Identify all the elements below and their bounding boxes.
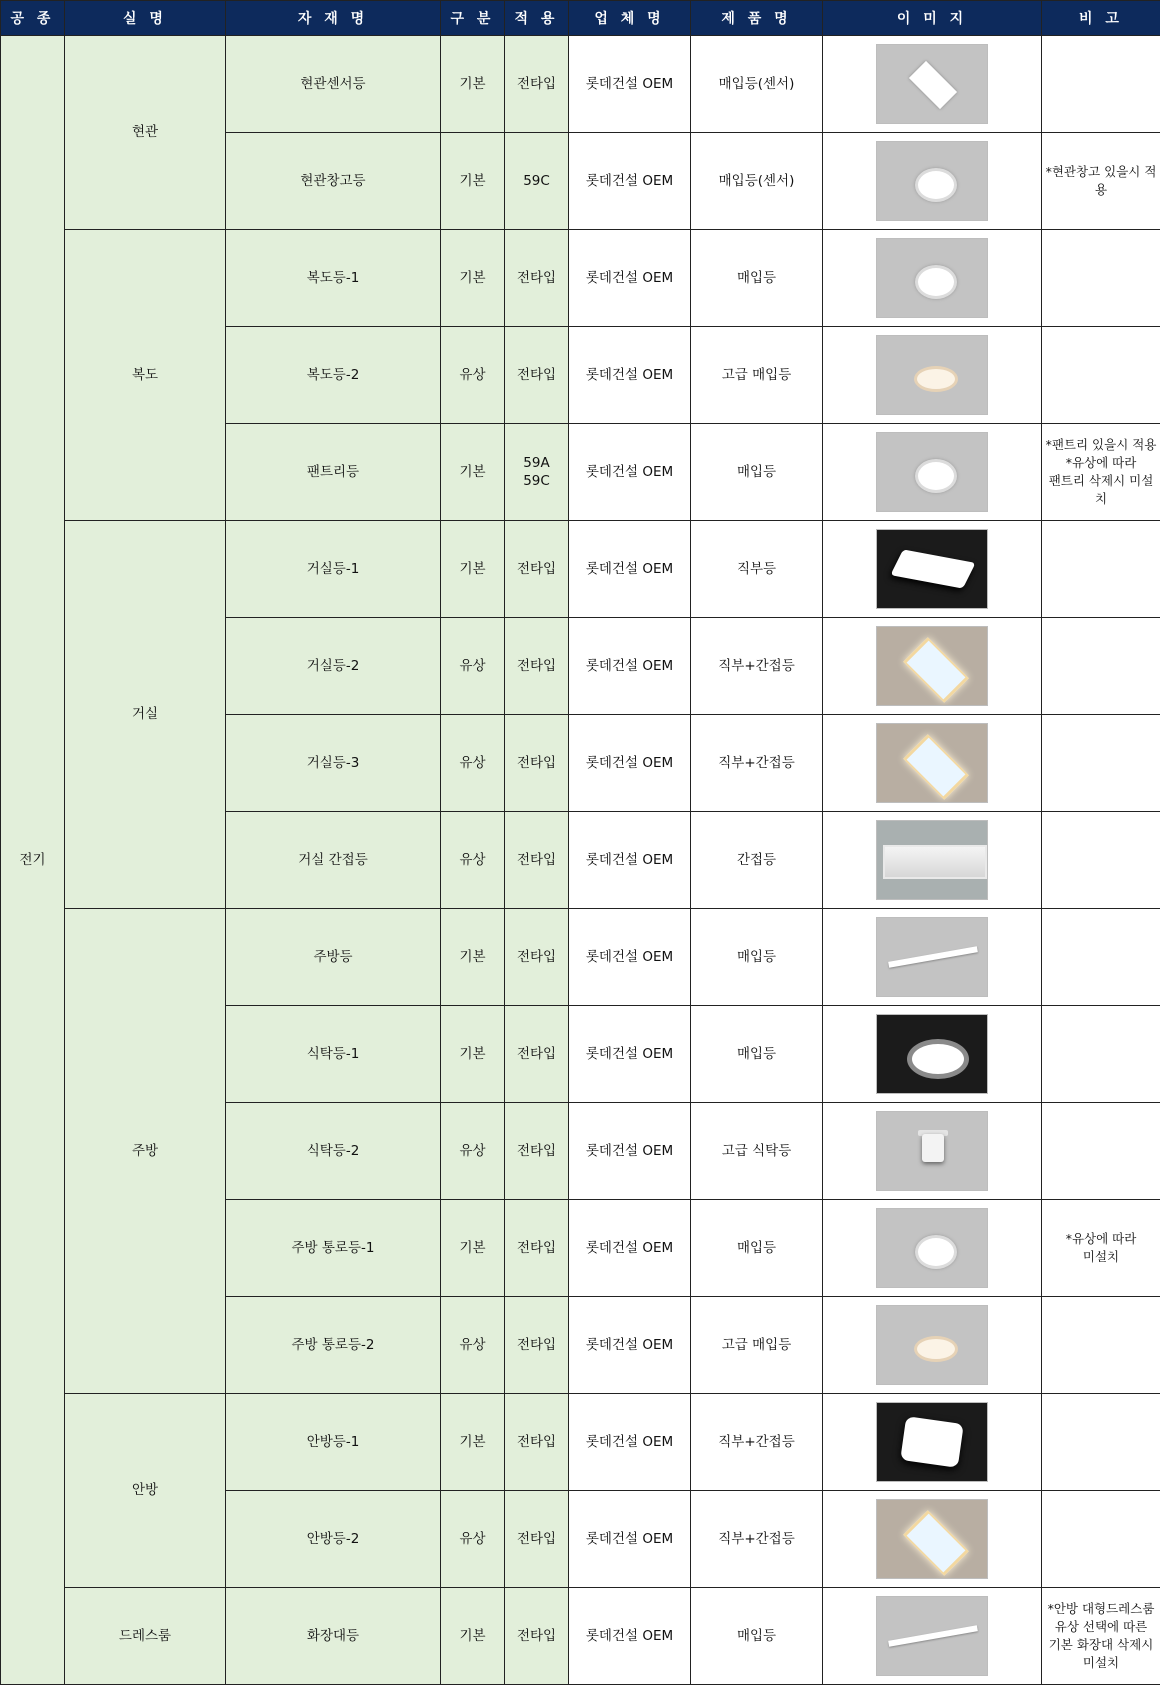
- grade-cell: 유상: [441, 1103, 505, 1200]
- linear-light-image: [876, 1596, 988, 1676]
- note-cell: [1042, 1394, 1160, 1491]
- header-material: 자 재 명: [226, 1, 441, 36]
- grade-cell: 기본: [441, 1006, 505, 1103]
- apply-cell: 59C: [505, 133, 569, 230]
- apply-cell: 59A 59C: [505, 424, 569, 521]
- note-cell: *현관창고 있을시 적용: [1042, 133, 1160, 230]
- material-name: 안방등-2: [226, 1491, 441, 1588]
- table-row: [1, 521, 1160, 618]
- image-cell: [823, 424, 1042, 521]
- image-cell: [823, 1588, 1042, 1685]
- room-cell-dressroom: 드레스룸: [65, 1588, 226, 1685]
- image-cell: [823, 230, 1042, 327]
- round-downlight-image: [876, 432, 988, 512]
- maker-cell: 롯데건설 OEM: [569, 1006, 691, 1103]
- apply-cell: 전타입: [505, 230, 569, 327]
- grade-cell: 기본: [441, 36, 505, 133]
- room-cell-hallway: 복도: [65, 230, 226, 521]
- maker-cell: 롯데건설 OEM: [569, 1297, 691, 1394]
- grade-cell: 기본: [441, 521, 505, 618]
- material-name: 식탁등-1: [226, 1006, 441, 1103]
- note-cell: [1042, 1491, 1160, 1588]
- image-cell: [823, 36, 1042, 133]
- table-row: [1, 1588, 1160, 1685]
- maker-cell: 롯데건설 OEM: [569, 1491, 691, 1588]
- product-cell: 매입등: [691, 230, 823, 327]
- round-downlight-image: [876, 141, 988, 221]
- maker-cell: 롯데건설 OEM: [569, 230, 691, 327]
- product-cell: 고급 식탁등: [691, 1103, 823, 1200]
- product-cell: 매입등(센서): [691, 36, 823, 133]
- product-cell: 직부+간접등: [691, 1394, 823, 1491]
- header-note: 비 고: [1042, 1, 1160, 36]
- grade-cell: 유상: [441, 327, 505, 424]
- apply-cell: 전타입: [505, 1200, 569, 1297]
- note-cell: [1042, 909, 1160, 1006]
- product-cell: 직부+간접등: [691, 1491, 823, 1588]
- material-name: 주방 통로등-1: [226, 1200, 441, 1297]
- apply-cell: 전타입: [505, 1588, 569, 1685]
- table-row: [1, 1394, 1160, 1491]
- product-cell: 간접등: [691, 812, 823, 909]
- maker-cell: 롯데건설 OEM: [569, 715, 691, 812]
- grade-cell: 유상: [441, 1297, 505, 1394]
- apply-cell: 전타입: [505, 812, 569, 909]
- square-ceiling-light-image: [876, 44, 988, 124]
- grade-cell: 기본: [441, 1394, 505, 1491]
- grade-cell: 유상: [441, 715, 505, 812]
- header-image: 이 미 지: [823, 1, 1042, 36]
- room-cell-entrance: 현관: [65, 36, 226, 230]
- room-cell-master: 안방: [65, 1394, 226, 1588]
- maker-cell: 롯데건설 OEM: [569, 1200, 691, 1297]
- product-cell: 직부+간접등: [691, 618, 823, 715]
- apply-cell: 전타입: [505, 36, 569, 133]
- note-cell: [1042, 230, 1160, 327]
- image-cell: [823, 521, 1042, 618]
- header-grade: 구 분: [441, 1, 505, 36]
- trade-cell: 전기: [1, 36, 65, 1685]
- header-maker: 업 체 명: [569, 1, 691, 36]
- material-name: 주방등: [226, 909, 441, 1006]
- note-cell: [1042, 1297, 1160, 1394]
- product-cell: 매입등: [691, 1006, 823, 1103]
- note-cell: *팬트리 있을시 적용 *유상에 따라 팬트리 삭제시 미설치: [1042, 424, 1160, 521]
- header-row: [1, 1, 1160, 36]
- maker-cell: 롯데건설 OEM: [569, 424, 691, 521]
- grade-cell: 기본: [441, 1588, 505, 1685]
- image-cell: [823, 327, 1042, 424]
- material-name: 거실 간접등: [226, 812, 441, 909]
- apply-cell: 전타입: [505, 1491, 569, 1588]
- product-cell: 매입등: [691, 1588, 823, 1685]
- apply-cell: 전타입: [505, 1297, 569, 1394]
- apply-cell: 전타입: [505, 618, 569, 715]
- grade-cell: 기본: [441, 1200, 505, 1297]
- image-cell: [823, 812, 1042, 909]
- maker-cell: 롯데건설 OEM: [569, 1588, 691, 1685]
- material-name: 복도등-1: [226, 230, 441, 327]
- image-cell: [823, 1103, 1042, 1200]
- room-cell-kitchen: 주방: [65, 909, 226, 1394]
- material-name: 거실등-1: [226, 521, 441, 618]
- grade-cell: 기본: [441, 424, 505, 521]
- glow-panel-light-image: [876, 723, 988, 803]
- image-cell: [823, 1200, 1042, 1297]
- material-name: 현관센서등: [226, 36, 441, 133]
- maker-cell: 롯데건설 OEM: [569, 909, 691, 1006]
- apply-cell: 전타입: [505, 1394, 569, 1491]
- note-cell: *안방 대형드레스룸 유상 선택에 따른 기본 화장대 삭제시 미설치: [1042, 1588, 1160, 1685]
- round-downlight-image: [876, 1208, 988, 1288]
- note-cell: [1042, 36, 1160, 133]
- material-name: 화장대등: [226, 1588, 441, 1685]
- product-cell: 매입등: [691, 909, 823, 1006]
- note-cell: [1042, 812, 1160, 909]
- note-cell: [1042, 715, 1160, 812]
- material-name: 팬트리등: [226, 424, 441, 521]
- product-cell: 매입등(센서): [691, 133, 823, 230]
- apply-cell: 전타입: [505, 1006, 569, 1103]
- image-cell: [823, 618, 1042, 715]
- header-room: 실 명: [65, 1, 226, 36]
- material-name: 식탁등-2: [226, 1103, 441, 1200]
- product-cell: 매입등: [691, 1200, 823, 1297]
- flat-panel-light-image: [876, 529, 988, 609]
- image-cell: [823, 133, 1042, 230]
- square-panel-light-image: [876, 1402, 988, 1482]
- product-cell: 직부등: [691, 521, 823, 618]
- maker-cell: 롯데건설 OEM: [569, 36, 691, 133]
- round-downlight-image: [876, 238, 988, 318]
- material-name: 거실등-3: [226, 715, 441, 812]
- maker-cell: 롯데건설 OEM: [569, 812, 691, 909]
- product-cell: 매입등: [691, 424, 823, 521]
- apply-cell: 전타입: [505, 521, 569, 618]
- room-cell-living: 거실: [65, 521, 226, 909]
- apply-cell: 전타입: [505, 909, 569, 1006]
- grade-cell: 기본: [441, 133, 505, 230]
- maker-cell: 롯데건설 OEM: [569, 133, 691, 230]
- note-cell: [1042, 618, 1160, 715]
- cylinder-light-image: [876, 1111, 988, 1191]
- header-apply: 적 용: [505, 1, 569, 36]
- linear-light-image: [876, 917, 988, 997]
- note-cell: [1042, 327, 1160, 424]
- note-cell: [1042, 521, 1160, 618]
- maker-cell: 롯데건설 OEM: [569, 327, 691, 424]
- glow-panel-light-image: [876, 626, 988, 706]
- note-cell: [1042, 1103, 1160, 1200]
- image-cell: [823, 1394, 1042, 1491]
- note-cell: *유상에 따라 미설치: [1042, 1200, 1160, 1297]
- maker-cell: 롯데건설 OEM: [569, 1394, 691, 1491]
- apply-cell: 전타입: [505, 1103, 569, 1200]
- dark-downlight-image: [876, 1014, 988, 1094]
- premium-downlight-image: [876, 1305, 988, 1385]
- glow-panel-light-image: [876, 1499, 988, 1579]
- grade-cell: 기본: [441, 909, 505, 1006]
- table-row: [1, 909, 1160, 1006]
- cove-light-image: [876, 820, 988, 900]
- maker-cell: 롯데건설 OEM: [569, 521, 691, 618]
- table-row: [1, 230, 1160, 327]
- product-cell: 직부+간접등: [691, 715, 823, 812]
- image-cell: [823, 1491, 1042, 1588]
- note-cell: [1042, 1006, 1160, 1103]
- product-cell: 고급 매입등: [691, 327, 823, 424]
- header-trade: 공 종: [1, 1, 65, 36]
- header-product: 제 품 명: [691, 1, 823, 36]
- image-cell: [823, 1297, 1042, 1394]
- premium-downlight-image: [876, 335, 988, 415]
- apply-cell: 전타입: [505, 327, 569, 424]
- image-cell: [823, 909, 1042, 1006]
- product-cell: 고급 매입등: [691, 1297, 823, 1394]
- material-name: 복도등-2: [226, 327, 441, 424]
- maker-cell: 롯데건설 OEM: [569, 1103, 691, 1200]
- grade-cell: 유상: [441, 618, 505, 715]
- material-name: 거실등-2: [226, 618, 441, 715]
- material-name: 주방 통로등-2: [226, 1297, 441, 1394]
- grade-cell: 유상: [441, 1491, 505, 1588]
- image-cell: [823, 1006, 1042, 1103]
- maker-cell: 롯데건설 OEM: [569, 618, 691, 715]
- table-row: [1, 36, 1160, 133]
- image-cell: [823, 715, 1042, 812]
- apply-cell: 전타입: [505, 715, 569, 812]
- material-name: 안방등-1: [226, 1394, 441, 1491]
- material-name: 현관창고등: [226, 133, 441, 230]
- grade-cell: 기본: [441, 230, 505, 327]
- grade-cell: 유상: [441, 812, 505, 909]
